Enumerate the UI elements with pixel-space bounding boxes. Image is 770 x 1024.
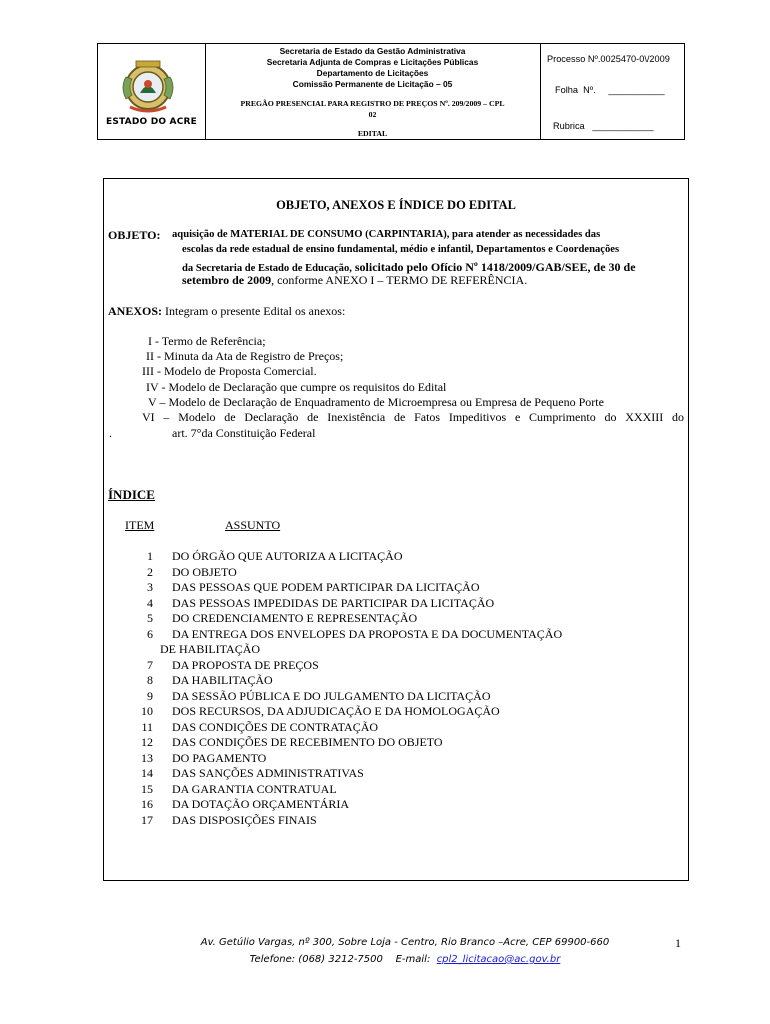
objeto-line-3b: solicitado pelo Ofício Nº 1418/2009/GAB/SEE, de 30 de [351,260,636,274]
footer-contact [150,954,660,965]
indice-item-number: 13 [141,750,153,765]
indice-item-number: 8 [147,673,153,687]
indice-item-number: 2 [147,564,153,579]
indice-item-title: DA SESSÃO PÚBLICA E DO JULGAMENTO DA LICITAÇÃO [172,688,491,703]
indice-item-number: 3 [147,580,153,594]
indice-item-title: DA ENTREGA DOS ENVELOPES DA PROPOSTA E DA DOCUMENTAÇÃO [172,626,563,641]
header-line-3: Departamento de Licitações [316,68,429,78]
objeto-label: OBJETO: [108,228,161,242]
pregao-line-2: 02 [368,110,377,119]
rubrica-field: Rubrica ____________ [553,121,654,131]
email-link[interactable]: cpl2_licitacao@ac.gov.br [436,954,561,965]
header-divider-right [540,43,541,140]
col-item-header: ITEM [125,518,155,532]
indice-item-title: DAS DISPOSIÇÕES FINAIS [172,812,317,827]
indice-item-number: 4 [147,595,153,610]
indice-item-title: DE HABILITAÇÃO [160,642,261,656]
objeto-line-4a: setembro de 2009 [182,273,272,287]
objeto-line-4b: , conforme ANEXO I – TERMO DE REFERÊNCIA. [271,273,528,287]
indice-item-number: 1 [147,549,153,563]
objeto-line-2: escolas da rede estadual de ensino fundamental, médio e infantil, Departamentos e Coordenações [182,244,620,255]
indice-item-title: DAS PESSOAS QUE PODEM PARTICIPAR DA LICITAÇÃO [172,580,480,594]
indice-item-number: 6 [147,626,153,641]
indice-item-title: DA GARANTIA CONTRATUAL [172,781,337,796]
indice-item-number: 9 [147,688,153,703]
header-line-2: Secretaria Adjunta de Compras e Licitações Públicas [266,57,479,67]
anexo-item: I - Termo de Referência; [148,334,266,348]
col-assunto-header: ASSUNTO [225,518,281,532]
indice-item-title: DAS SANÇÕES ADMINISTRATIVAS [172,766,364,780]
header-line-4: Comissão Permanente de Licitação – 05 [292,79,453,89]
indice-title: ÍNDICE [108,487,155,502]
indice-item-title: DAS CONDIÇÕES DE CONTRATAÇÃO [172,719,379,734]
anexos-intro: Integram o presente Edital os anexos: [162,304,346,318]
pregao-line-1: PREGÃO PRESENCIAL PARA REGISTRO DE PREÇOS Nº. 209/2009 – CPL [240,99,505,108]
indice-item-title: DA HABILITAÇÃO [172,673,273,687]
indice-item-title: DA DOTAÇÃO ORÇAMENTÁRIA [172,797,350,811]
anexo-item: art. 7°da Constituição Federal [172,426,316,440]
processo-number: Processo Nº.0025470-0\/2009 [547,54,670,64]
objeto-line-1: aquisição de MATERIAL DE CONSUMO (CARPINTARIA), para atender as necessidades das [172,229,601,240]
indice-item-title: DA PROPOSTA DE PREÇOS [172,657,319,672]
stray-dot: . [109,426,112,440]
indice-item-number: 5 [147,611,153,625]
indice-item-title: DOS RECURSOS, DA ADJUDICAÇÃO E DA HOMOLOGAÇÃO [172,704,500,718]
indice-item-title: DAS CONDIÇÕES DE RECEBIMENTO DO OBJETO [172,735,443,749]
objeto-line-3a: da Secretaria de Estado de Educação, [182,263,352,274]
indice-item-number: 15 [141,781,153,796]
anexo-item: III - Modelo de Proposta Comercial. [142,364,317,378]
anexo-item: V – Modelo de Declaração de Enquadramento de Microempresa ou Empresa de Pequeno Porte [148,395,604,409]
anexos-label: ANEXOS: [108,304,163,318]
anexo-item: VI – Modelo de Declaração de Inexistência de Fatos Impeditivos e Cumprimento do XXXIII do [142,410,684,424]
anexo-item: II - Minuta da Ata de Registro de Preços; [146,349,344,363]
indice-item-number: 14 [141,766,153,780]
anexos-heading [108,304,345,319]
indice-item-number: 7 [147,657,153,672]
indice-item-number: 11 [141,719,153,734]
footer-address: Av. Getúlio Vargas, nº 300, Sobre Loja - Centro, Rio Branco –Acre, CEP 69900-660 [200,937,610,948]
anexo-item: IV - Modelo de Declaração que cumpre os requisitos do Edital [146,380,447,394]
indice-item-number: 12 [141,735,153,749]
header-line-1: Secretaria de Estado da Gestão Administrativa [279,46,466,56]
indice-item-title: DO CREDENCIAMENTO E REPRESENTAÇÃO [172,611,418,625]
indice-item-title: DO ÓRGÃO QUE AUTORIZA A LICITAÇÃO [172,549,403,563]
estado-label: ESTADO DO ACRE [106,117,197,127]
indice-item-number: 16 [141,797,153,811]
page-number: 1 [675,936,681,950]
objeto-line-4 [182,273,527,288]
indice-item-title: DAS PESSOAS IMPEDIDAS DE PARTICIPAR DA LICITAÇÃO [172,595,495,610]
coat-of-arms-icon [118,57,178,115]
footer-phone: Telefone: (068) 3212-7500 E-mail: [249,954,437,965]
page-title: OBJETO, ANEXOS E ÍNDICE DO EDITAL [276,198,516,212]
indice-item-title: DO PAGAMENTO [172,750,267,765]
indice-item-number: 17 [141,812,153,827]
indice-item-title: DO OBJETO [172,564,237,579]
indice-item-number: 10 [141,704,153,718]
folha-field: Folha Nº. ___________ [555,85,665,95]
edital-label: EDITAL [357,129,388,138]
